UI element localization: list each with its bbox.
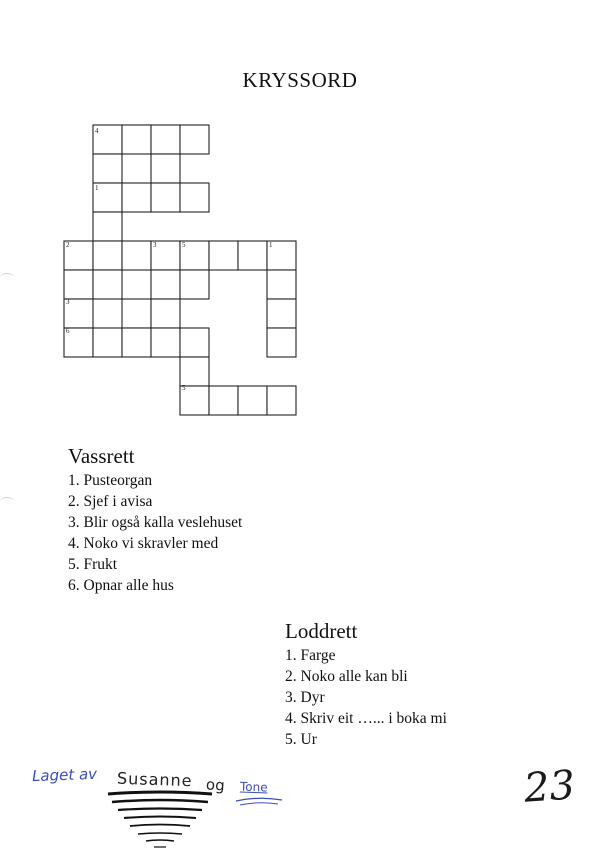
crossword-cell bbox=[122, 241, 151, 270]
crossword-cell bbox=[151, 125, 180, 154]
crossword-cell bbox=[180, 357, 209, 386]
crossword-cell bbox=[122, 183, 151, 212]
crossword-cell bbox=[209, 386, 238, 415]
crossword-cell bbox=[122, 125, 151, 154]
crossword-cell bbox=[122, 299, 151, 328]
crossword-cell bbox=[93, 241, 122, 270]
crossword-cell bbox=[151, 328, 180, 357]
crossword-cell bbox=[180, 328, 209, 357]
page-number: 23 bbox=[522, 762, 577, 812]
down-clue: 5. Ur bbox=[285, 731, 317, 748]
crossword-cell bbox=[151, 183, 180, 212]
author-name-1: Susanne bbox=[116, 768, 193, 791]
crossword-cell bbox=[267, 328, 296, 357]
across-clue: 5. Frukt bbox=[68, 556, 118, 573]
crossword-cell bbox=[93, 154, 122, 183]
across-clue: 2. Sjef i avisa bbox=[68, 493, 153, 510]
crossword-cell bbox=[238, 386, 267, 415]
crossword-cell bbox=[151, 154, 180, 183]
name-underline bbox=[234, 795, 284, 807]
crossword-cell bbox=[151, 299, 180, 328]
and-text: og bbox=[205, 775, 226, 795]
across-clue: 6. Opnar alle hus bbox=[68, 577, 174, 594]
crossword-cell bbox=[267, 270, 296, 299]
down-clue: 1. Farge bbox=[285, 647, 336, 664]
down-clue: 4. Skriv eit …... i boka mi bbox=[285, 710, 447, 727]
across-clue: 3. Blir også kalla veslehuset bbox=[68, 514, 243, 531]
crossword-cell bbox=[180, 125, 209, 154]
page-title: KRYSSORD bbox=[242, 68, 358, 92]
clue-number: 2 bbox=[66, 241, 70, 249]
down-clue: 3. Dyr bbox=[285, 689, 325, 706]
down-heading: Loddrett bbox=[285, 619, 358, 643]
crossword-cell bbox=[209, 241, 238, 270]
scan-mark bbox=[0, 497, 14, 506]
crossword-cell bbox=[151, 270, 180, 299]
clue-number: 3 bbox=[66, 298, 70, 306]
crossword-cell bbox=[122, 328, 151, 357]
clue-number: 1 bbox=[95, 184, 99, 192]
crossword-cell bbox=[93, 212, 122, 241]
crossword-cell bbox=[238, 241, 267, 270]
made-by-text: Laget av bbox=[31, 764, 98, 786]
clue-number: 5 bbox=[182, 241, 186, 249]
crossword-cell bbox=[267, 299, 296, 328]
author-name-2: Tone bbox=[239, 779, 268, 795]
down-clue: 2. Noko alle kan bli bbox=[285, 668, 408, 685]
clue-number: 3 bbox=[153, 241, 157, 249]
crossword-grid bbox=[0, 0, 600, 420]
down-clue-list bbox=[285, 645, 447, 750]
crossword-cell bbox=[93, 328, 122, 357]
across-heading: Vassrett bbox=[68, 444, 135, 468]
scan-mark bbox=[0, 273, 14, 282]
across-clue: 1. Pusteorgan bbox=[68, 472, 153, 489]
crossword-cell bbox=[180, 183, 209, 212]
clue-number: 6 bbox=[66, 327, 70, 335]
clue-number: 5 bbox=[182, 384, 186, 392]
crossword-cell bbox=[93, 270, 122, 299]
clue-number: 4 bbox=[95, 127, 99, 135]
clue-number: 1 bbox=[269, 241, 273, 249]
crossword-cell bbox=[180, 270, 209, 299]
crossword-cell bbox=[64, 270, 93, 299]
signature-flourish bbox=[100, 788, 220, 852]
crossword-cell bbox=[267, 386, 296, 415]
across-clue-list bbox=[68, 470, 242, 596]
across-clue: 4. Noko vi skravler med bbox=[68, 535, 219, 552]
